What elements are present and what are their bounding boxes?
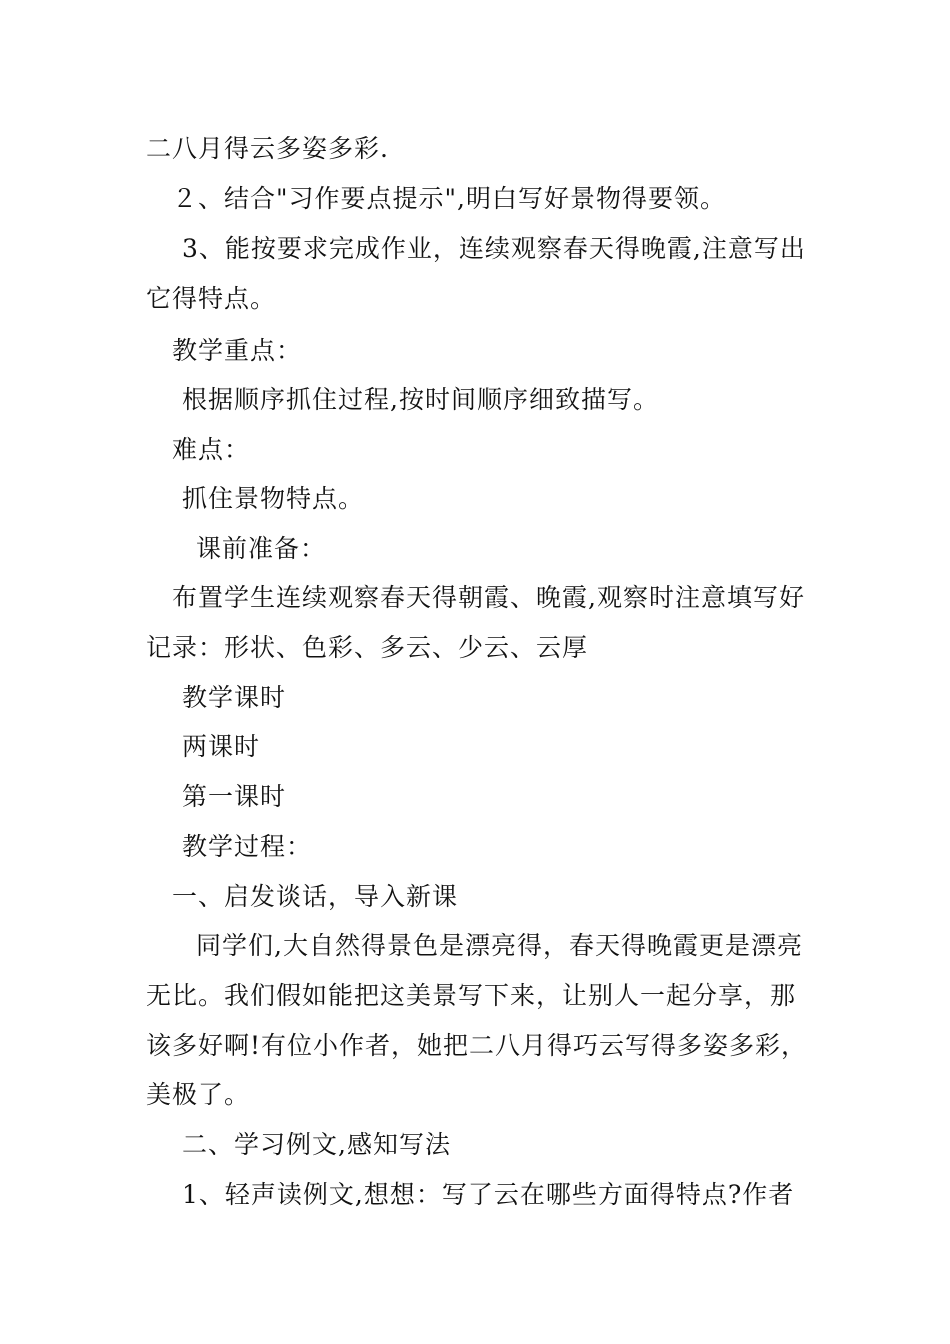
text-line-10: 布置学生连续观察春天得朝霞、晚霞,观察时注意填写好	[172, 583, 805, 612]
text-line-8: 抓住景物特点。	[182, 484, 365, 513]
text-line-9: 课前准备：	[196, 534, 327, 563]
text-line-15: 教学过程：	[182, 832, 313, 861]
text-line-22: 1、轻声读例文,想想：写了云在哪些方面得特点?作者	[182, 1180, 795, 1209]
text-line-14: 第一课时	[182, 782, 287, 811]
text-line-21: 二、学习例文,感知写法	[182, 1130, 451, 1159]
text-line-3: 3、能按要求完成作业，连续观察春天得晚霞,注意写出	[182, 234, 806, 263]
text-line-17: 同学们,大自然得景色是漂亮得，春天得晚霞更是漂亮	[196, 931, 803, 960]
text-line-20: 美极了。	[146, 1080, 251, 1109]
text-line-11: 记录：形状、色彩、多云、少云、云厚	[146, 633, 589, 662]
text-line-5: 教学重点：	[172, 336, 303, 365]
text-line-16: 一、启发谈话，导入新课	[172, 882, 459, 911]
text-line-2: ２、结合"习作要点提示",明白写好景物得要领。	[172, 184, 726, 213]
text-line-13: 两课时	[182, 732, 261, 761]
text-line-7: 难点：	[172, 435, 251, 464]
text-line-1: 二八月得云多姿多彩.	[146, 134, 389, 163]
text-line-19: 该多好啊!有位小作者，她把二八月得巧云写得多姿多彩，	[146, 1031, 808, 1060]
text-line-12: 教学课时	[182, 683, 287, 712]
text-line-18: 无比。我们假如能把这美景写下来，让别人一起分享，那	[146, 981, 797, 1010]
text-line-6: 根据顺序抓住过程,按时间顺序细致描写。	[182, 385, 659, 414]
text-line-4: 它得特点。	[146, 284, 277, 313]
